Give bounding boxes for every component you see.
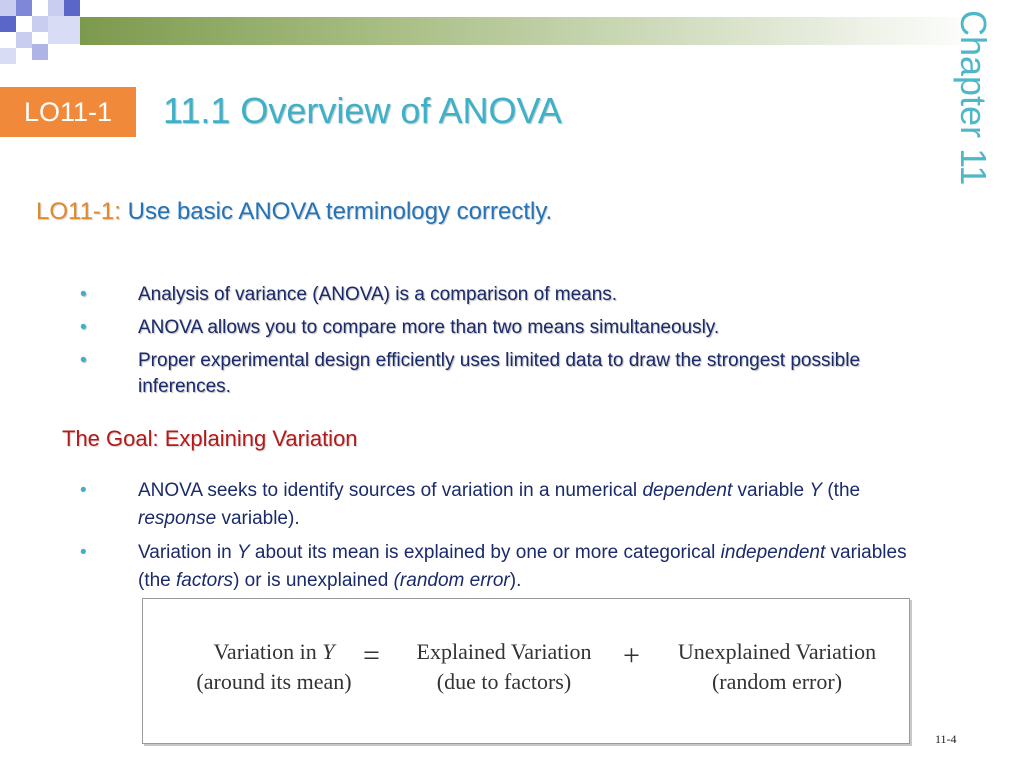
bullet-text-italic: Y <box>236 542 250 563</box>
bullet-text: ANOVA allows you to compare more than two means simultaneously. <box>138 317 720 338</box>
decor-square <box>48 0 64 16</box>
bullet-dot-icon: • <box>80 317 87 338</box>
goal-heading: The Goal: Explaining Variation <box>62 426 358 451</box>
decor-square <box>16 32 32 48</box>
overview-bullet-list <box>80 282 940 407</box>
slide-title: 11.1 Overview of ANOVA <box>163 90 562 131</box>
bullet-text-part: variable). <box>216 508 300 529</box>
bullet-text-italic: factors <box>176 570 234 591</box>
decor-square <box>32 44 48 60</box>
equation-middle-term <box>401 637 607 697</box>
bullet-dot-icon: • <box>80 350 87 371</box>
bullet-text-italic: dependent <box>642 480 733 501</box>
plus-sign: + <box>623 639 640 672</box>
bullet-text-part: ). <box>509 570 522 591</box>
decor-square <box>16 0 32 16</box>
equation-variable-y: Y <box>322 639 335 664</box>
goal-bullet-list <box>80 477 940 601</box>
equation-right-line1: Unexplained Variation <box>677 639 877 664</box>
bullet-dot-icon: • <box>80 480 87 501</box>
bullet-text-italic: Y <box>809 480 823 501</box>
equation-left-line2: (around its mean) <box>196 669 352 694</box>
equation-left-term <box>169 637 379 697</box>
bullet-text-part: Variation in <box>138 542 237 563</box>
decor-square <box>64 0 80 16</box>
bullet-text-part: about its mean is explained by one or more categorical <box>249 542 721 563</box>
equation-mid-line1: Explained Variation <box>416 639 592 664</box>
equation-right-line2: (random error) <box>711 669 843 694</box>
bullet-item <box>80 315 940 341</box>
bullet-text: Proper experimental design efficiently uses limited data to draw the strongest possible inferences. <box>138 350 861 397</box>
decor-square <box>0 48 16 64</box>
bullet-text-part: (the <box>822 480 861 501</box>
bullet-item <box>80 539 940 595</box>
decor-square <box>48 16 80 44</box>
learning-objective <box>36 198 552 226</box>
bullet-text-part: variables (the <box>138 542 907 591</box>
equation-mid-line2: (due to factors) <box>436 669 572 694</box>
bullet-item <box>80 282 940 308</box>
bullet-text-italic: independent <box>720 542 826 563</box>
equals-sign: = <box>363 639 380 672</box>
chapter-label: Chapter 11 <box>953 10 994 186</box>
objective-code: LO11-1: <box>36 198 121 225</box>
bullet-item <box>80 348 940 400</box>
header-band <box>80 17 980 45</box>
decor-square <box>32 16 48 32</box>
decor-square <box>0 16 16 32</box>
bullet-text: Analysis of variance (ANOVA) is a comparison of means. <box>138 284 618 305</box>
equation-left-line1: Variation in Y <box>213 639 335 664</box>
bullet-text-italic: (random error <box>393 570 510 591</box>
bullet-text-part: variable <box>732 480 810 501</box>
page-number: 11-4 <box>935 732 957 746</box>
bullet-dot-icon: • <box>80 284 87 305</box>
lo-badge: LO11-1 <box>0 87 136 137</box>
variation-equation-figure <box>142 598 910 744</box>
decor-square <box>0 0 16 16</box>
bullet-text-part: ) or is unexplained <box>233 570 394 591</box>
bullet-text-part: ANOVA seeks to identify sources of variation in a numerical <box>138 480 643 501</box>
bullet-item <box>80 477 940 533</box>
equation-right-term <box>659 637 895 697</box>
objective-text: Use basic ANOVA terminology correctly. <box>120 198 553 225</box>
bullet-text-italic: response <box>138 508 217 529</box>
bullet-dot-icon: • <box>80 542 87 563</box>
